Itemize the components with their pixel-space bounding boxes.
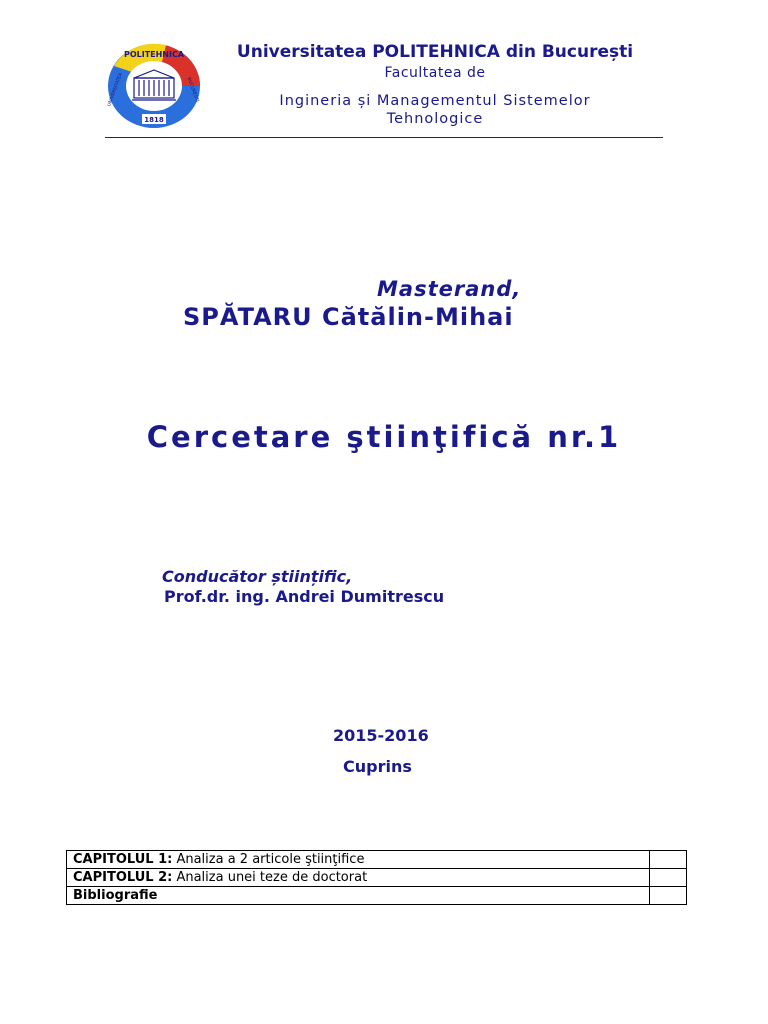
logo-arc-left-text: UNIVERSITATEA (107, 72, 124, 108)
toc-entry-text: Analiza a 2 articole ştiinţifice (172, 852, 365, 867)
faculty-prefix: Facultatea de (384, 65, 486, 81)
toc-page-cell (650, 869, 687, 887)
document-title: Cercetare ştiinţifică nr.1 (146, 420, 622, 454)
university-name: Universitatea POLITEHNICA din București (236, 42, 634, 62)
supervisor-name: Prof.dr. ing. Andrei Dumitrescu (164, 587, 445, 606)
university-seal-icon (106, 42, 202, 130)
toc-page-cell (650, 887, 687, 905)
toc-entry (67, 869, 650, 887)
toc-row-bibliography (67, 887, 687, 905)
toc-row-chapter-1 (67, 851, 687, 869)
toc-entry (67, 887, 650, 905)
faculty-name-line1: Ingineria și Managementul Sistemelor (279, 93, 591, 109)
student-name: SPĂTARU Cătălin-Mihai (183, 303, 514, 331)
faculty-name-line2: Tehnologice (386, 111, 484, 127)
toc-entry-text: Analiza unei teze de doctorat (172, 870, 368, 885)
toc-table (66, 850, 687, 905)
toc-entry-prefix: CAPITOLUL 1: (73, 852, 173, 867)
toc-row-chapter-2 (67, 869, 687, 887)
toc-heading: Cuprins (343, 757, 412, 776)
toc-entry-prefix: Bibliografie (73, 888, 158, 903)
toc-page-cell (650, 851, 687, 869)
logo-year: 1818 (144, 116, 164, 124)
toc-entry (67, 851, 650, 869)
header-divider (105, 137, 663, 138)
student-label: Masterand, (377, 277, 522, 301)
toc-entry-prefix: CAPITOLUL 2: (73, 870, 173, 885)
logo-arc-top-text: POLITEHNICA (123, 50, 185, 59)
academic-year: 2015-2016 (333, 726, 429, 745)
supervisor-label: Conducător științific, (162, 567, 353, 586)
logo-arc-right-text: BUCURESTI (185, 76, 200, 103)
